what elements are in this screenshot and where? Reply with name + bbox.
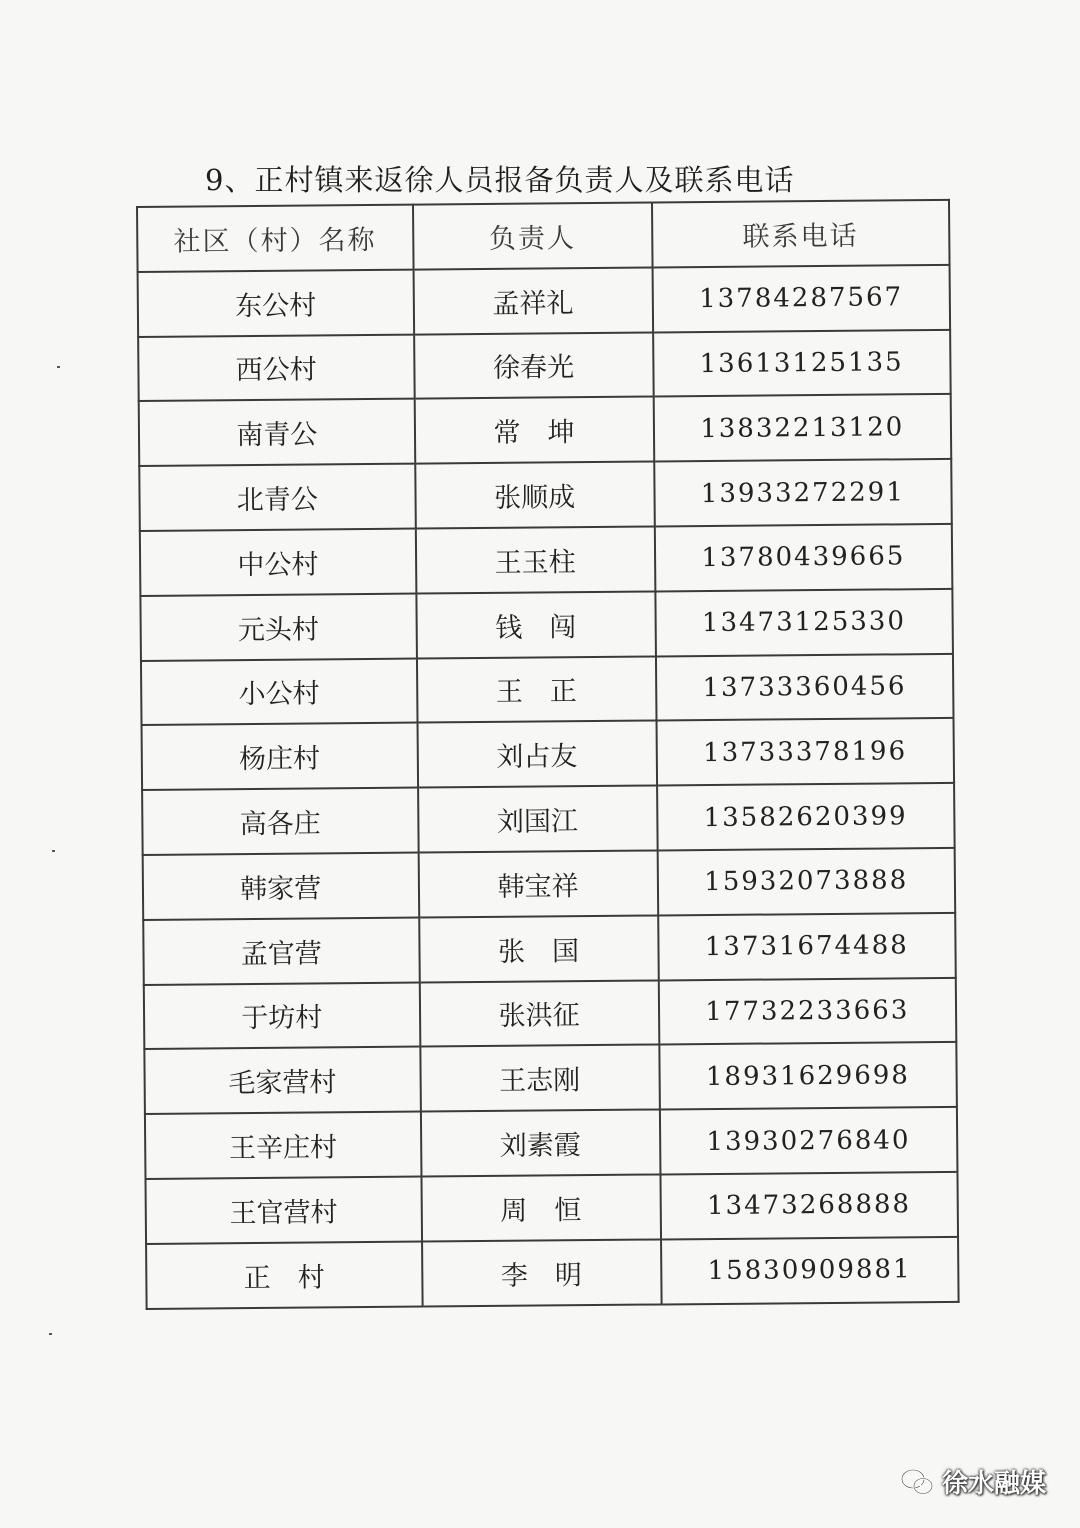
- contact-person-cell: 王 正: [417, 656, 657, 723]
- table-row: [144, 977, 957, 1049]
- table-row: [139, 459, 952, 531]
- phone-cell: 13473268888: [660, 1172, 958, 1239]
- village-cell: 于坊村: [144, 982, 420, 1049]
- village-cell: 孟官营: [143, 917, 419, 984]
- phone-cell: 17732233663: [658, 977, 956, 1044]
- table-row: [139, 394, 952, 466]
- contact-person-cell: 孟祥礼: [413, 267, 653, 334]
- table-row: [140, 524, 953, 596]
- phone-cell: 13582620399: [657, 783, 955, 850]
- phone-cell: 13473125330: [655, 589, 953, 656]
- contact-person-cell: 刘占友: [417, 721, 657, 788]
- village-cell: 南青公: [139, 399, 415, 466]
- contact-person-cell: 周 恒: [421, 1174, 661, 1241]
- table-row: [144, 1042, 957, 1114]
- phone-cell: 18931629698: [659, 1042, 957, 1109]
- table-row: [142, 783, 955, 855]
- village-cell: 正 村: [146, 1241, 422, 1308]
- phone-cell: 15932073888: [657, 848, 955, 915]
- table-body: [138, 265, 959, 1309]
- phone-cell: 13733360456: [656, 653, 954, 720]
- phone-cell: 13731674488: [658, 913, 956, 980]
- contacts-table: [136, 199, 960, 1310]
- contact-person-cell: 张顺成: [415, 462, 655, 529]
- table-row: [140, 589, 953, 661]
- contact-person-cell: 王志刚: [420, 1045, 660, 1112]
- table-row: [146, 1237, 959, 1309]
- village-cell: 元头村: [140, 593, 416, 660]
- village-cell: 中公村: [140, 529, 416, 596]
- table-row: [143, 913, 956, 985]
- phone-cell: 13733378196: [656, 718, 954, 785]
- phone-cell: 15830909881: [661, 1237, 959, 1304]
- contact-person-cell: 张洪征: [419, 980, 659, 1047]
- village-cell: 韩家营: [143, 853, 419, 920]
- scan-speck: [52, 850, 55, 852]
- watermark-text: 徐水融媒: [941, 1469, 1046, 1499]
- table-row: [141, 653, 954, 725]
- contact-person-cell: 徐春光: [414, 332, 654, 399]
- phone-cell: 13930276840: [659, 1107, 957, 1174]
- table-row: [145, 1107, 958, 1179]
- contact-person-cell: 刘素霞: [420, 1110, 660, 1177]
- wechat-icon: [900, 1467, 934, 1497]
- contact-person-cell: 刘国江: [418, 786, 658, 853]
- header-village-name: 社区（村）名称: [137, 205, 413, 272]
- table-row: [138, 329, 951, 401]
- table-row: [143, 848, 956, 920]
- scan-speck: [49, 1333, 52, 1335]
- table-header-row: [137, 200, 950, 272]
- phone-cell: 13832213120: [653, 394, 951, 461]
- header-phone: 联系电话: [652, 200, 950, 267]
- village-cell: 北青公: [139, 464, 415, 531]
- header-contact-person: 负责人: [413, 203, 653, 270]
- phone-cell: 13933272291: [654, 459, 952, 526]
- village-cell: 王辛庄村: [145, 1112, 421, 1179]
- contact-person-cell: 王玉柱: [415, 526, 655, 593]
- phone-cell: 13784287567: [652, 265, 950, 332]
- scan-speck: [57, 366, 60, 368]
- phone-cell: 13613125135: [653, 329, 951, 396]
- table-row: [142, 718, 955, 790]
- contact-person-cell: 常 坤: [414, 397, 654, 464]
- phone-cell: 13780439665: [654, 524, 952, 591]
- table-row: [145, 1172, 958, 1244]
- village-cell: 王官营村: [145, 1177, 421, 1244]
- village-cell: 西公村: [138, 334, 414, 401]
- document-title: 9、正村镇来返徐人员报备负责人及联系电话: [205, 163, 795, 197]
- village-cell: 毛家营村: [144, 1047, 420, 1114]
- village-cell: 高各庄: [142, 788, 418, 855]
- contact-person-cell: 张 国: [419, 915, 659, 982]
- contact-person-cell: 李 明: [422, 1239, 662, 1306]
- village-cell: 东公村: [138, 269, 414, 336]
- village-cell: 小公村: [141, 658, 417, 725]
- village-cell: 杨庄村: [142, 723, 418, 790]
- contact-person-cell: 钱 闯: [416, 591, 656, 658]
- table-row: [138, 265, 951, 337]
- contact-person-cell: 韩宝祥: [418, 850, 658, 917]
- watermark: [900, 1463, 1046, 1500]
